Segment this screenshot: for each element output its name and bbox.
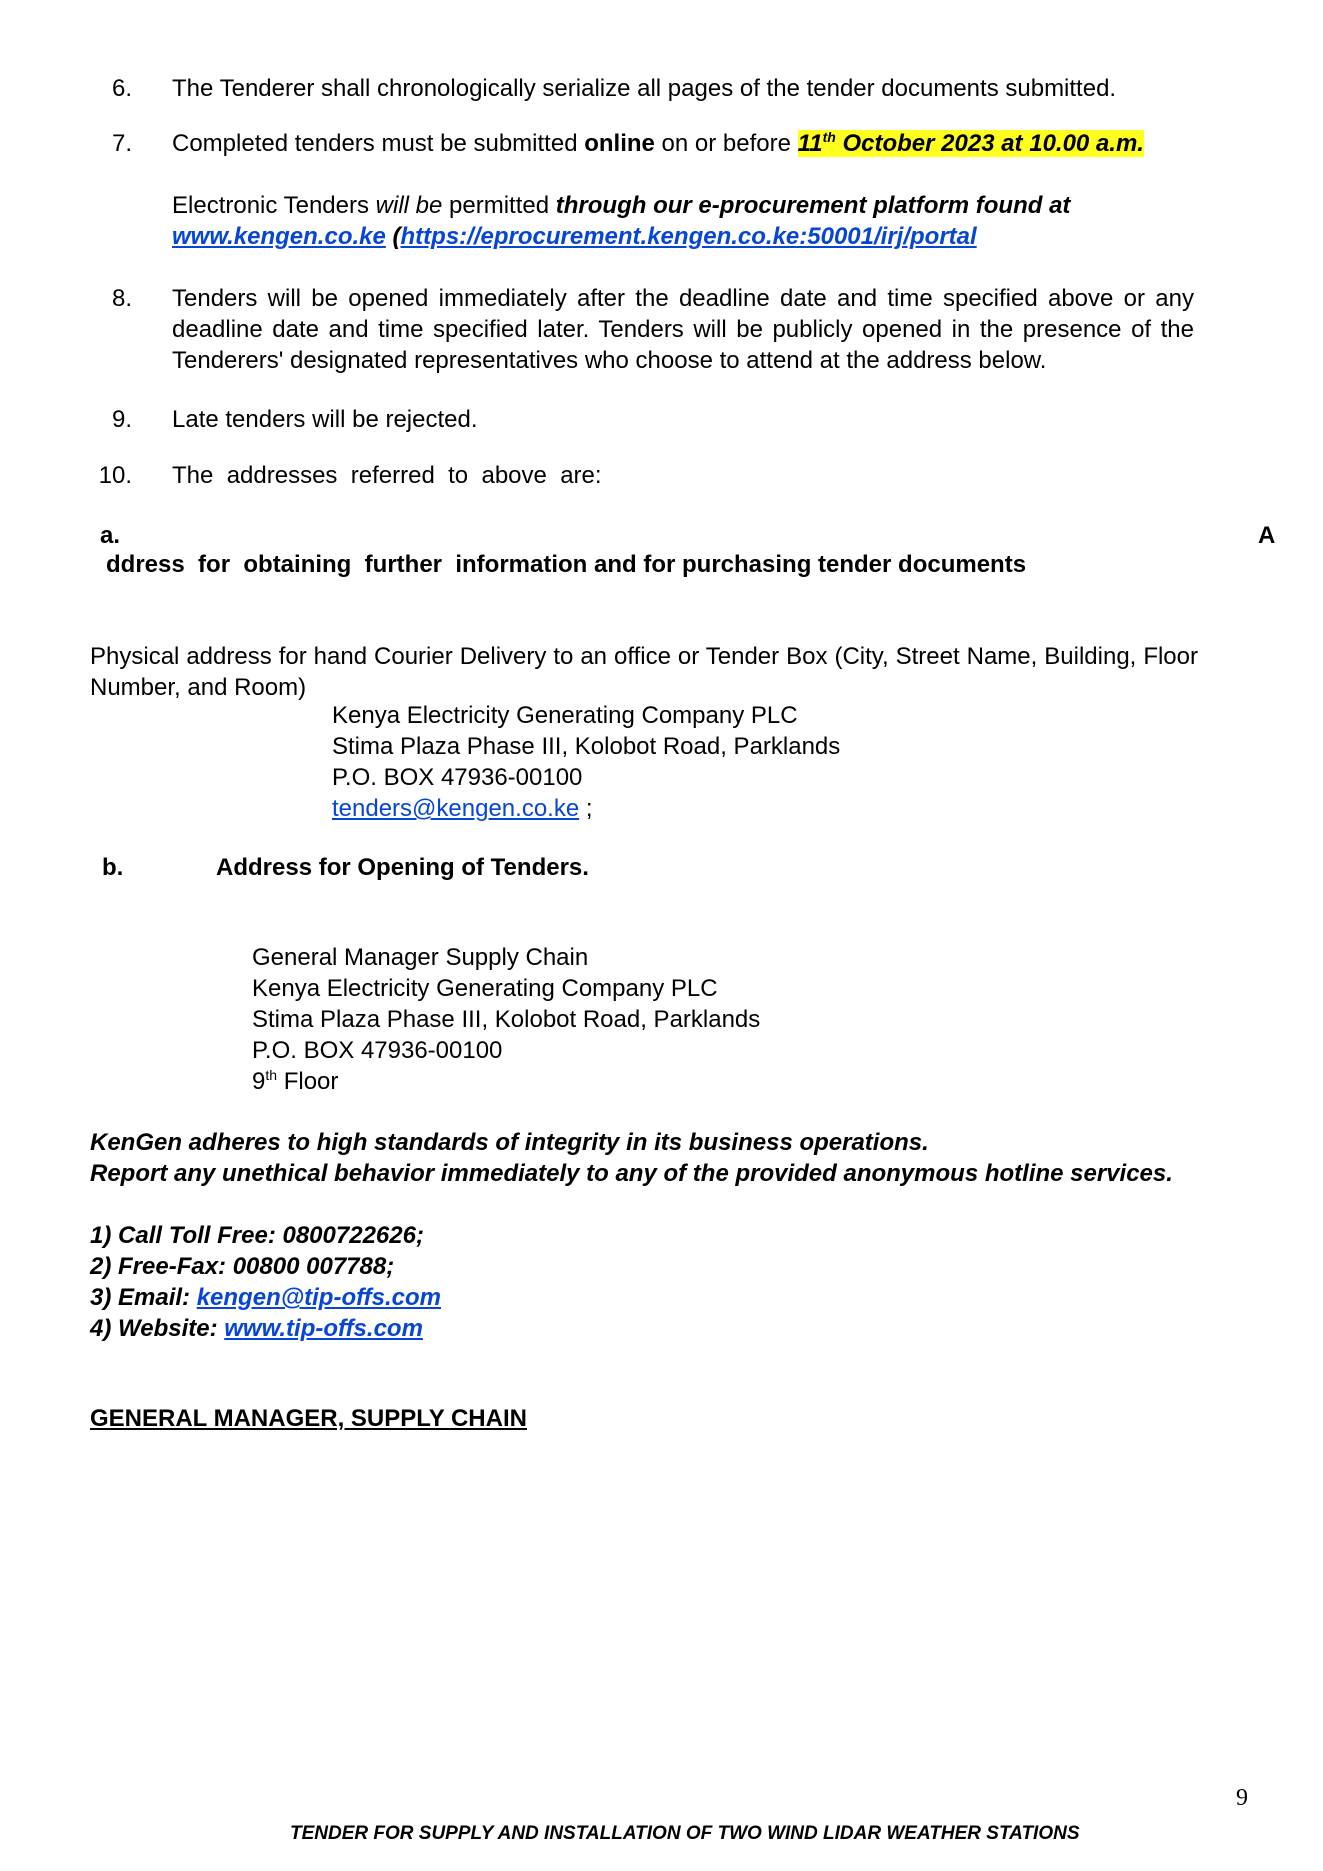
tipoffs-website-link[interactable]: www.tip-offs.com [224,1315,423,1342]
item-number-6: 6. [111,75,132,102]
item-number-10: 10. [98,462,132,489]
section-a-cap-letter: A [1258,522,1276,549]
page-number: 9 [1236,1785,1248,1811]
hotline-email: 3) Email: kengen@tip-offs.com [90,1284,442,1311]
etender-italic: will be [375,192,443,219]
item-text-6: The Tenderer shall chronologically serialize all pages of the tender documents submitted. [172,75,1117,102]
section-b-address-line: Kenya Electricity Generating Company PLC [252,975,718,1002]
item-text-10: The addresses referred to above are: [172,462,602,489]
tenders-email-link[interactable]: tenders@kengen.co.ke [332,795,580,822]
etender-line: Electronic Tenders will be permitted through our e-procurement platform found at [172,192,1071,219]
item-text-8: Tenders will be opened immediately after the deadline date and time specified above or any deadline date and time specified later. Tenders will be publicly opened in the presence of the Tenderers' designated representatives who choose to attend at the address below. [172,285,1194,374]
section-b-label: b. [102,854,124,881]
item-number-8: 8. [111,285,132,312]
section-a-heading: ddress for obtaining further information and for purchasing tender documents [106,551,1027,578]
section-a-address-line: Kenya Electricity Generating Company PLC [332,702,798,729]
section-b-floor-line: 9th Floor [252,1067,339,1095]
hotline-website: 4) Website: www.tip-offs.com [90,1315,423,1342]
etender-bold: through our e-procurement platform found at [555,192,1071,219]
section-b-address-line: General Manager Supply Chain [252,944,589,971]
portal-open: ( [385,223,401,250]
submission-prefix: Completed tenders must be submitted [172,130,585,157]
eprocurement-portal-link[interactable]: https://eprocurement.kengen.co.ke:50001/irj/portal [400,223,977,250]
item-text-7 [172,128,1192,159]
hotline-fax: 2) Free-Fax: 00800 007788; [90,1253,395,1280]
section-a-address-line: Stima Plaza Phase III, Kolobot Road, Parklands [332,733,841,760]
section-b-address-line: Stima Plaza Phase III, Kolobot Road, Parklands [252,1006,761,1033]
item-number-7: 7. [111,130,132,157]
etender-links [172,221,1192,252]
signature-title: GENERAL MANAGER, SUPPLY CHAIN [90,1405,527,1432]
integrity-line-1: KenGen adheres to high standards of integrity in its business operations. [90,1129,929,1156]
hotline-call: 1) Call Toll Free: 0800722626; [90,1222,424,1249]
submission-online: online [584,130,655,157]
section-a-address-line: P.O. BOX 47936-00100 [332,764,583,791]
integrity-line-2: Report any unethical behavior immediately to any of the provided anonymous hotline services. [90,1160,1173,1187]
section-a-label: a. [100,522,121,549]
section-a-email-line: tenders@kengen.co.ke ; [332,795,593,822]
tipoffs-email-link[interactable]: kengen@tip-offs.com [196,1284,442,1311]
item-number-9: 9. [111,406,132,433]
item-text-9: Late tenders will be rejected. [172,406,478,433]
kengen-site-link[interactable]: www.kengen.co.ke [172,223,386,250]
document-footer: TENDER FOR SUPPLY AND INSTALLATION OF TWO WIND LIDAR WEATHER STATIONS [290,1823,1080,1844]
section-b-heading: Address for Opening of Tenders. [216,854,589,881]
submission-middle: on or before [654,130,798,157]
section-b-address-line: P.O. BOX 47936-00100 [252,1037,503,1064]
deadline-highlight: 11th October 2023 at 10.00 a.m. [797,129,1144,157]
physical-address-note: Physical address for hand Courier Delivery to an office or Tender Box (City, Street Name, Building, Floor Number, and Room) [90,643,1198,701]
